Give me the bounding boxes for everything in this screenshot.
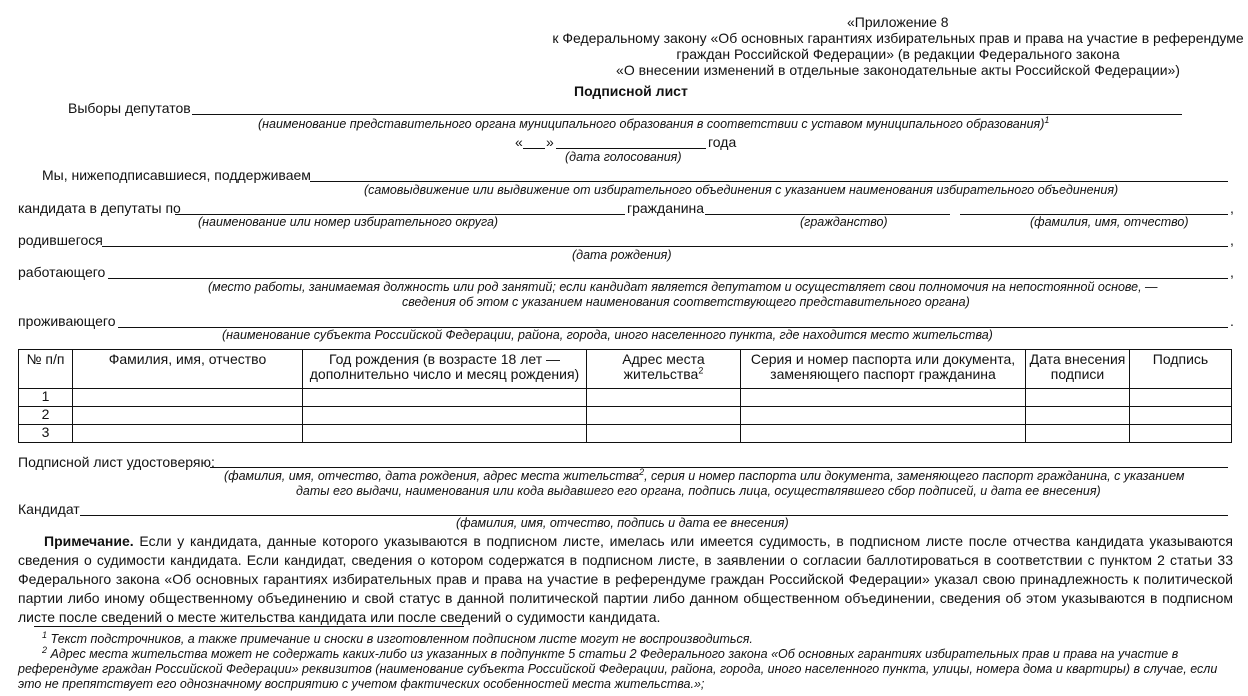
born-label: родившегося [18, 232, 103, 248]
born-field[interactable] [102, 246, 1228, 247]
table-row [19, 407, 1232, 425]
date-open-quote: « [515, 134, 523, 150]
support-hint: (самовыдвижение или выдвижение от избирательного объединения с указанием наименования избирательного объединения) [364, 183, 1119, 197]
col-header-number: № п/п [19, 350, 73, 389]
cell-address[interactable] [587, 389, 741, 407]
col-header-signature: Подпись [1130, 350, 1232, 389]
elections-label: Выборы депутатов [68, 100, 191, 116]
citizenship-hint: (гражданство) [800, 215, 888, 229]
certify-label: Подписной лист удостоверяю: [18, 454, 215, 470]
candidate-comma: , [1230, 200, 1234, 216]
footnote-1: $^1$ Текст подстрочников, а также примечание и сноски в изготовленном подписном листе могут не воспроизводиться. [42, 629, 753, 646]
date-year-label: года [708, 134, 737, 150]
footnote-divider [34, 626, 464, 627]
note-text: Если у кандидата, данные которого указываются в подписном листе, имелась или имеется судимость, в подписном листе после отчества кандидата указываются сведения о судимости кандидата. Если кандидат, сведения о котором содержатся в подписном листе, в заявлении о согласии баллотироваться в соответствии с пунктом 2 статьи 33 Федерального закона «Об основных гарантиях избирательных прав и права на участие в референдуме граждан Российской Федерации» указал свою принадлежность к политической партии либо иному общественному объединению и свой статус в данной политической партии либо данном общественном объединении, сведения об этом указываются в подписном листе после сведений о месте жительства кандидата или после сведений о судимости кандидата. [18, 533, 1233, 625]
row-number: 2 [19, 407, 73, 425]
cell-birth[interactable] [303, 425, 587, 443]
signatures-table [18, 349, 1232, 443]
cell-passport[interactable] [741, 407, 1026, 425]
certify-hint-1: (фамилия, имя, отчество, дата рождения, адрес места жительства$^2$, серия и номер паспорта или документа, заменяющего паспорт гражданина, с указанием [224, 466, 1185, 483]
cell-birth[interactable] [303, 389, 587, 407]
note-paragraph [18, 532, 1233, 627]
residence-dot: . [1230, 313, 1234, 329]
residence-hint: (наименование субъекта Российской Федерации, района, города, иного населенного пункта, где находится место жительства) [222, 328, 993, 342]
work-comma: , [1230, 264, 1234, 280]
cell-passport[interactable] [741, 425, 1026, 443]
work-label: работающего [18, 264, 106, 280]
born-hint: (дата рождения) [572, 248, 672, 262]
work-hint-2: сведения об этом с указанием наименования соответствующего представительного органа) [402, 295, 970, 309]
work-field[interactable] [108, 278, 1228, 279]
date-close-quote: » [546, 134, 554, 150]
cell-passport[interactable] [741, 389, 1026, 407]
district-hint: (наименование или номер избирательного округа) [198, 215, 499, 229]
table-header-row [19, 350, 1232, 389]
col-header-birth: Год рождения (в возрасте 18 лет — дополнительно число и месяц рождения) [303, 350, 587, 389]
support-field[interactable] [310, 181, 1228, 182]
cell-birth[interactable] [303, 407, 587, 425]
date-month-field[interactable] [556, 148, 706, 149]
cell-address[interactable] [587, 407, 741, 425]
cell-signature[interactable] [1130, 389, 1232, 407]
elections-hint: (наименование представительного органа муниципального образования в соответствии с уставом муниципального образования)$^1$ [258, 114, 1050, 131]
candidate-name-hint: (фамилия, имя, отчество) [1030, 215, 1189, 229]
table-row [19, 425, 1232, 443]
candidate-sign-hint: (фамилия, имя, отчество, подпись и дата ее внесения) [456, 516, 789, 530]
cell-name[interactable] [73, 389, 303, 407]
cell-signature[interactable] [1130, 407, 1232, 425]
cell-date[interactable] [1026, 389, 1130, 407]
citizen-label: гражданина [627, 200, 705, 216]
row-number: 3 [19, 425, 73, 443]
cell-name[interactable] [73, 407, 303, 425]
candidate-label: кандидата в депутаты по [18, 200, 181, 216]
header-line-3: граждан Российской Федерации» (в редакции Федерального закона [676, 46, 1120, 62]
cell-signature[interactable] [1130, 425, 1232, 443]
col-header-address: Адрес места жительства$^2$ [587, 350, 741, 389]
elections-field[interactable] [192, 114, 1182, 115]
candidate-sign-label: Кандидат [18, 501, 80, 517]
note-label: Примечание. [44, 533, 134, 549]
cell-address[interactable] [587, 425, 741, 443]
page-title: Подписной лист [574, 83, 688, 99]
header-line-1: «Приложение 8 [847, 14, 949, 30]
certify-field[interactable] [210, 467, 1228, 468]
col-header-date: Дата внесения подписи [1026, 350, 1130, 389]
col-header-passport: Серия и номер паспорта или документа, заменяющего паспорт гражданина [741, 350, 1026, 389]
col-header-name: Фамилия, имя, отчество [73, 350, 303, 389]
date-hint: (дата голосования) [565, 150, 682, 164]
work-hint-1: (место работы, занимаемая должность или род занятий; если кандидат является депутатом и осуществляет свои полномочия на непостоянной основе, — [208, 280, 1158, 294]
table-row [19, 389, 1232, 407]
footnote-2: $^2$ Адрес места жительства может не содержать каких-либо из указанных в подпункте 5 статьи 2 Федерального закона «Об основных гарантиях избирательных прав и права на участие в референдуме граждан Российской Федерации» реквизитов (наименование субъекта Российской Федерации, района, города, иного населенного пункта, улицы, номера дома и квартиры) в случае, если это не препятствует его однозначному восприятию с учетом фактических особенностей места жительства.»; [18, 644, 1218, 691]
header-line-2: к Федеральному закону «Об основных гарантиях избирательных прав и права на участие в референдуме [552, 30, 1244, 46]
residence-label: проживающего [18, 313, 116, 329]
support-label: Мы, нижеподписавшиеся, поддерживаем [42, 167, 311, 183]
header-line-4: «О внесении изменений в отдельные законодательные акты Российской Федерации») [616, 62, 1180, 78]
cell-name[interactable] [73, 425, 303, 443]
certify-hint-2: даты его выдачи, наименования или кода выдавшего его органа, подпись лица, осуществлявшего сбор подписей, и дата ее внесения) [296, 484, 1101, 498]
date-day-field[interactable] [523, 148, 545, 149]
cell-date[interactable] [1026, 425, 1130, 443]
cell-date[interactable] [1026, 407, 1130, 425]
row-number: 1 [19, 389, 73, 407]
born-comma: , [1230, 232, 1234, 248]
